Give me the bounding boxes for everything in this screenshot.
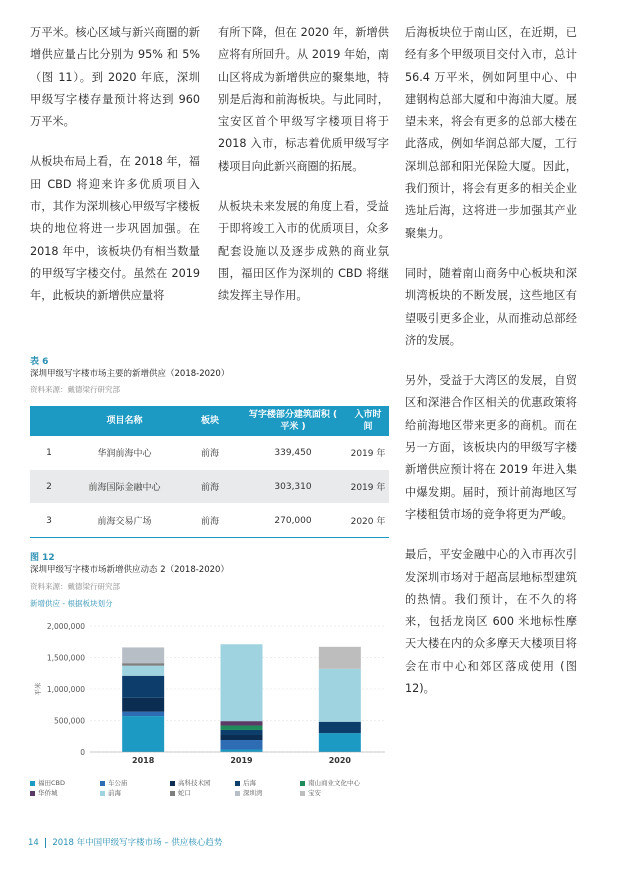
legend-label: 后海 — [243, 779, 256, 787]
paragraph: 后海板块位于南山区，在近期，已经有多个甲级项目交付入市，总计 56.4 万平米，例如阿里中心、中建钢构总部大厦和中海油大厦。展望未来，将会有更多的总部大楼在此落成，例如华润总部大厦，工行深圳总部和阳光保险大厦。因此，我们预计，将会有更多的相关企业选址后海，这将进一步加强其产业聚集力。 — [405, 26, 577, 240]
paragraph: 有所下降，但在 2020 年，新增供应将有所回升。从 2019 年始，南山区将成为新增供应的聚集地，特别是后海和前海板块。与此同时，宝安区首个甲级写字楼项目将于 2018 入市，标志着优质甲级写字楼项目向此新兴商圈的拓展。 — [218, 26, 389, 173]
page-footer — [28, 836, 222, 848]
legend-item — [300, 788, 321, 797]
bar-segment — [122, 663, 164, 666]
table-cell: 前海 — [181, 436, 239, 470]
bar-segment — [319, 733, 361, 752]
legend-item — [300, 778, 360, 787]
text-column-1 — [30, 22, 200, 326]
table-cell: 2019 年 — [347, 436, 389, 470]
legend-label: 宝安 — [308, 789, 321, 797]
table-cell: 华润前海中心 — [68, 436, 181, 470]
table-cell: 前海交易广场 — [68, 504, 181, 538]
bar-segment — [319, 669, 361, 722]
paragraph: 最后，平安金融中心的入市再次引发深圳市场对于超高层地标型建筑的热情。我们预计，在不久的将来，包括龙岗区 600 米地标性摩天大楼在内的众多摩天大楼项目将会在市中心和郊区落成使用 (图 12)。 — [405, 548, 577, 696]
table-cell: 前海国际金融中心 — [68, 470, 181, 504]
paragraph: 从板块布局上看，在 2018 年，福田 CBD 将迎来许多优质项目入市，其作为深圳核心甲级写字楼板块的地位将进一步巩固加强。在 2018 年中，该板块仍有相当数量的甲级写字楼交付。虽然在 2019 年，此板块的新增供应量将 — [30, 155, 200, 303]
legend-swatch — [100, 791, 105, 796]
supply-stacked-bar-chart — [30, 612, 390, 772]
table-header-cell: 写字楼部分建筑面积 ( 平米 ) — [239, 406, 347, 436]
figure-label: 图 12 — [30, 553, 55, 563]
table-cell: 270,000 — [239, 504, 347, 538]
table-cell: 2019 年 — [347, 470, 389, 504]
table-title: 深圳甲级写字楼市场主要的新增供应（2018-2020） — [30, 369, 230, 379]
supply-table — [30, 406, 389, 538]
table-cell: 前海 — [181, 470, 239, 504]
table-header-cell: 板块 — [181, 406, 239, 436]
y-tick-label: 0 — [80, 748, 85, 757]
y-tick-label: 1,500,000 — [46, 653, 85, 663]
figure-title: 深圳甲级写字楼市场新增供应动态 2（2018-2020） — [30, 565, 229, 575]
bar-segment — [221, 730, 263, 735]
legend-swatch — [235, 791, 240, 796]
legend-label: 华侨城 — [38, 789, 58, 797]
table-cell: 2020 年 — [347, 504, 389, 538]
paragraph: 同时，随着南山商务中心板块和深圳湾板块的不断发展，这些地区有望吸引更多企业，从而推动总部经济的发展。 — [405, 266, 577, 347]
table-header-cell — [30, 406, 68, 436]
legend-item — [235, 788, 263, 797]
bar-segment — [221, 735, 263, 740]
bar-segment — [221, 721, 263, 725]
legend-item — [30, 778, 65, 787]
table-cell: 3 — [30, 504, 68, 538]
table-row — [30, 504, 389, 538]
table-row — [30, 470, 389, 504]
paragraph: 从板块未来发展的角度上看，受益于即将竣工入市的优质项目，众多配套设施以及逐步成熟的商业氛围，福田区作为深圳的 CBD 将继续发挥主导作用。 — [218, 200, 389, 303]
x-tick-label: 2020 — [328, 756, 351, 765]
footer-title: 2018 年中国甲级写字楼市场 – 供应核心趋势 — [52, 838, 223, 848]
table-row — [30, 436, 389, 470]
y-tick-label: 2,000,000 — [46, 622, 85, 631]
legend-swatch — [30, 781, 35, 786]
legend-label: 深圳湾 — [243, 789, 263, 797]
table-header-row — [30, 406, 389, 436]
table-header-cell: 入市时间 — [347, 406, 389, 436]
legend-label: 福田CBD — [38, 779, 66, 787]
table-cell: 2 — [30, 470, 68, 504]
chart-subtitle: 新增供应 - 根据板块划分 — [30, 599, 113, 608]
legend-swatch — [100, 781, 105, 786]
text-column-2 — [218, 22, 389, 326]
legend-label: 前海 — [108, 789, 121, 797]
table-cell: 前海 — [181, 504, 239, 538]
bar-segment — [221, 749, 263, 752]
legend-item — [235, 778, 256, 787]
bar-segment — [122, 676, 164, 698]
bar-segment — [319, 647, 361, 669]
table-cell: 339,450 — [239, 436, 347, 470]
bar-segment — [122, 712, 164, 716]
legend-item — [100, 788, 121, 797]
bar-segment — [122, 647, 164, 663]
legend-item — [30, 788, 58, 797]
legend-item — [170, 788, 191, 797]
bar-segment — [221, 740, 263, 749]
bar-segment — [122, 666, 164, 676]
legend-swatch — [300, 791, 305, 796]
text-column-3 — [405, 22, 577, 718]
legend-swatch — [300, 781, 305, 786]
legend-swatch — [235, 781, 240, 786]
legend-item — [100, 778, 128, 787]
figure-source: 资料来源：戴德梁行研究部 — [30, 582, 120, 591]
legend-label: 高科技术园 — [178, 779, 211, 787]
bar-segment — [122, 716, 164, 752]
page-number: 14 — [28, 838, 39, 848]
y-tick-label: 500,000 — [53, 716, 85, 726]
legend-swatch — [30, 791, 35, 796]
footer-divider — [45, 838, 47, 848]
table-header-cell: 项目名称 — [68, 406, 181, 436]
y-tick-label: 1,000,000 — [46, 685, 85, 694]
bar-segment — [221, 726, 263, 730]
x-tick-label: 2019 — [230, 756, 253, 765]
legend-label: 蛇口 — [178, 789, 191, 797]
legend-swatch — [170, 781, 175, 786]
table-label: 表 6 — [30, 357, 49, 367]
paragraph: 另外，受益于大湾区的发展，自贸区和深港合作区相关的优惠政策将给前海地区带来更多的商机。而在另一方面，该板块内的甲级写字楼新增供应预计将在 2019 年进入集中爆发期。届时，预计前海地区写字楼租赁市场的竞争将更为严峻。 — [405, 374, 577, 521]
table-source: 资料来源：戴德梁行研究部 — [30, 385, 120, 394]
x-tick-label: 2018 — [132, 756, 155, 765]
table-cell: 303,310 — [239, 470, 347, 504]
paragraph: 万平米。核心区域与新兴商圈的新增供应量占比分别为 95% 和 5%（图 11）。到 2020 年底，深圳甲级写字楼存量预计将达到 960 万平米。 — [30, 26, 200, 129]
legend-item — [170, 778, 211, 787]
bar-segment — [122, 698, 164, 712]
bar-segment — [221, 644, 263, 721]
y-axis-label: 平米 — [34, 682, 42, 696]
bar-segment — [319, 722, 361, 733]
legend-label: 车公庙 — [108, 779, 128, 787]
legend-label: 南山商业文化中心 — [308, 779, 360, 787]
table-cell: 1 — [30, 436, 68, 470]
legend-swatch — [170, 791, 175, 796]
